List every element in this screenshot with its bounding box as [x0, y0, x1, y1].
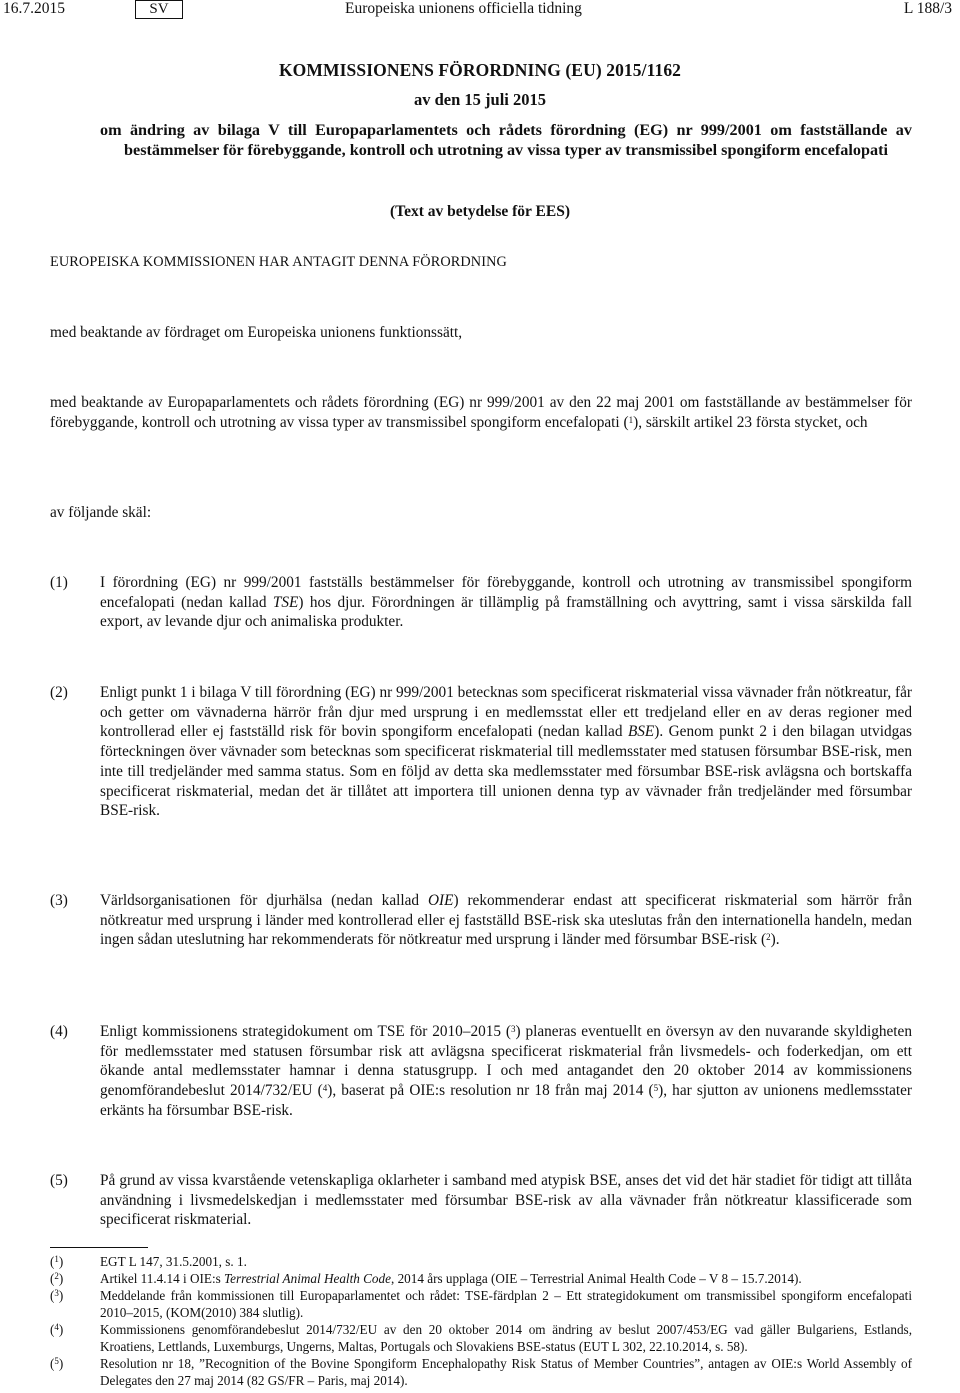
footnote-text: Resolution nr 18, ”Recognition of the Bovine Spongiform Encephalopathy Risk Status of Member Countries”, antagen av OIE:s World Assembly of Delegates den 27 maj 2014 (82 GS/FR – Paris, maj 2014). [100, 1356, 912, 1388]
footnote-text: Kommissionens genomförandebeslut 2014/732/EU av den 20 oktober 2014 om ändring av beslut 2007/453/EG vad gäller Bulgariens, Estlands, Kroatiens, Lettlands, Luxemburgs, Ungerns, Maltas, Portugals och Slovakiens BSE-status (EUT L 302, 22.10.2014, s. 58). [100, 1322, 912, 1354]
recital-number: (5) [50, 1172, 68, 1189]
journal-header [0, 0, 960, 20]
recital-text: Enligt punkt 1 i bilaga V till förordning (EG) nr 999/2001 betecknas som specificerat riskmaterial vissa vävnader från nötkreatur, får och getter om vävnaderna härrör från djur med ursprung i en medlemsstat eller ett tredjeland eller en av deras regioner med kontrollerad eller ej fastställd risk för bovin spongiform encefalopati (nedan kallad BSE). Genom punkt 2 i den bilagan utvidgas förteckningen över vävnader som betecknas som specificerat riskmaterial till medlemsstater med statusen försumbar BSE-risk, men inte till tredjeländer med samma status. Som en följd av detta ska medlemsstater med försumbar BSE-risk avlägsna och bortskaffa specificerat riskmaterial, medan det är tillåtet att importera till unionen denna typ av vävnader från tredjeländer med försumbar BSE-risk. [100, 684, 912, 820]
regulation-subject: om ändring av bilaga V till Europaparlamentets och rådets förordning (EG) nr 999/2001 om fastställande av bestämmelser för förebyggande, kontroll och utrotning av vissa typer av transmissibel spongiform encefalopati [100, 121, 912, 159]
journal-title: Europeiska unionens officiella tidning [345, 0, 582, 17]
recital-number: (2) [50, 684, 68, 701]
regulation-citation [50, 393, 912, 432]
citation-text-end: ), särskilt artikel 23 första stycket, och [633, 413, 868, 431]
recital-number: (3) [50, 892, 68, 909]
recital-text: På grund av vissa kvarstående vetenskapliga oklarheter i samband med atypisk BSE, anses det vid det här stadiet för tidigt att tillåta användning i livsmedelskedjan i medlemsstater med försumbar BSE-risk av alla vävnader från nötkreatur klassificerade som specificerat riskmaterial. [100, 1172, 912, 1229]
footnote-number: ($^1$) [50, 1254, 64, 1269]
adoption-statement: EUROPEISKA KOMMISSIONEN HAR ANTAGIT DENNA FÖRORDNING [50, 254, 507, 270]
recital-text: Världsorganisationen för djurhälsa (nedan kallad OIE) rekommenderar endast att specificerat riskmaterial som härrör från nötkreatur med ursprung i länder med kontrollerad eller ej fastställd BSE-risk ska uteslutas från den internationella handeln, medan ingen sådan uteslutning har rekommenderats för nötkreatur med ursprung i länder med försumbar BSE-risk ($^2$). [100, 892, 912, 949]
footnote-number: ($^3$) [50, 1288, 64, 1303]
recital-number: (4) [50, 1023, 68, 1040]
footnote-number: ($^2$) [50, 1271, 64, 1286]
footnote-number: ($^4$) [50, 1322, 64, 1337]
recital-text: Enligt kommissionens strategidokument om TSE för 2010–2015 ($^3$) planeras eventuellt en översyn av den nuvarande skyldigheten för medlemsstater med statusen försumbar risk att avlägsna specificerat riskmaterial från livsmedels- och foderkedjan, om ett ökande antal medlemsstater hamnar i denna statusgrupp. I och med antagandet den 20 oktober 2014 av kommissionens genomförandebeslut 2014/732/EU ($^4$), baserat på OIE:s resolution nr 18 från maj 2014 ($^5$), har sjutton av unionens medlemsstater erkänts ha försumbar BSE-risk. [100, 1023, 912, 1119]
page-reference: L 188/3 [903, 0, 952, 17]
footnote-ref-5[interactable]: 5 [653, 1083, 659, 1094]
ees-relevance: (Text av betydelse för EES) [390, 203, 570, 220]
footnote-separator [50, 1247, 148, 1248]
treaty-citation: med beaktande av fördraget om Europeiska unionens funktionssätt, [50, 324, 463, 341]
recital-text: I förordning (EG) nr 999/2001 fastställs bestämmelser för förebyggande, kontroll och utrotning av transmissibel spongiform encefalopati (nedan kallad TSE) hos djur. Förordningen är tillämplig på framställning och avyttring, samt i vissa särskilda fall export, av levande djur och animaliska produkter. [100, 574, 912, 631]
footnote-ref-3[interactable]: 3 [511, 1024, 516, 1034]
footnote-text: Meddelande från kommissionen till Europaparlamentet och rådet: TSE-färdplan 2 – Ett strategidokument om transmissibel spongiform encefalopati 2010–2015, (KOM(2010) 384 slutlig). [100, 1288, 912, 1320]
footnote-ref-2[interactable]: 2 [766, 932, 771, 943]
footnote-ref-1[interactable]: 1 [628, 414, 634, 425]
regulation-title: KOMMISSIONENS FÖRORDNING (EU) 2015/1162 [278, 60, 682, 80]
footnote-text: Artikel 11.4.14 i OIE:s Terrestrial Animal Health Code, 2014 års upplaga (OIE – Terrestrial Animal Health Code – V 8 – 15.7.2014). [100, 1271, 802, 1286]
reasons-intro: av följande skäl: [50, 504, 152, 521]
footnote-ref-4[interactable]: 4 [322, 1083, 328, 1094]
publication-date: 16.7.2015 [3, 0, 65, 17]
footnote-number: ($^5$) [50, 1356, 64, 1371]
recital-number: (1) [50, 574, 68, 591]
language-code-box: SV [135, 0, 183, 19]
regulation-date: av den 15 juli 2015 [413, 90, 547, 109]
citation-text: med beaktande av Europaparlamentets och rådets förordning (EG) nr 999/2001 av den 22 maj 2001 om fastställande av bestämmelser för förebyggande, kontroll och utrotning av vissa typer av transmissibel spongiform encefalopati ( [50, 394, 912, 431]
footnote-text: EGT L 147, 31.5.2001, s. 1. [100, 1254, 247, 1269]
